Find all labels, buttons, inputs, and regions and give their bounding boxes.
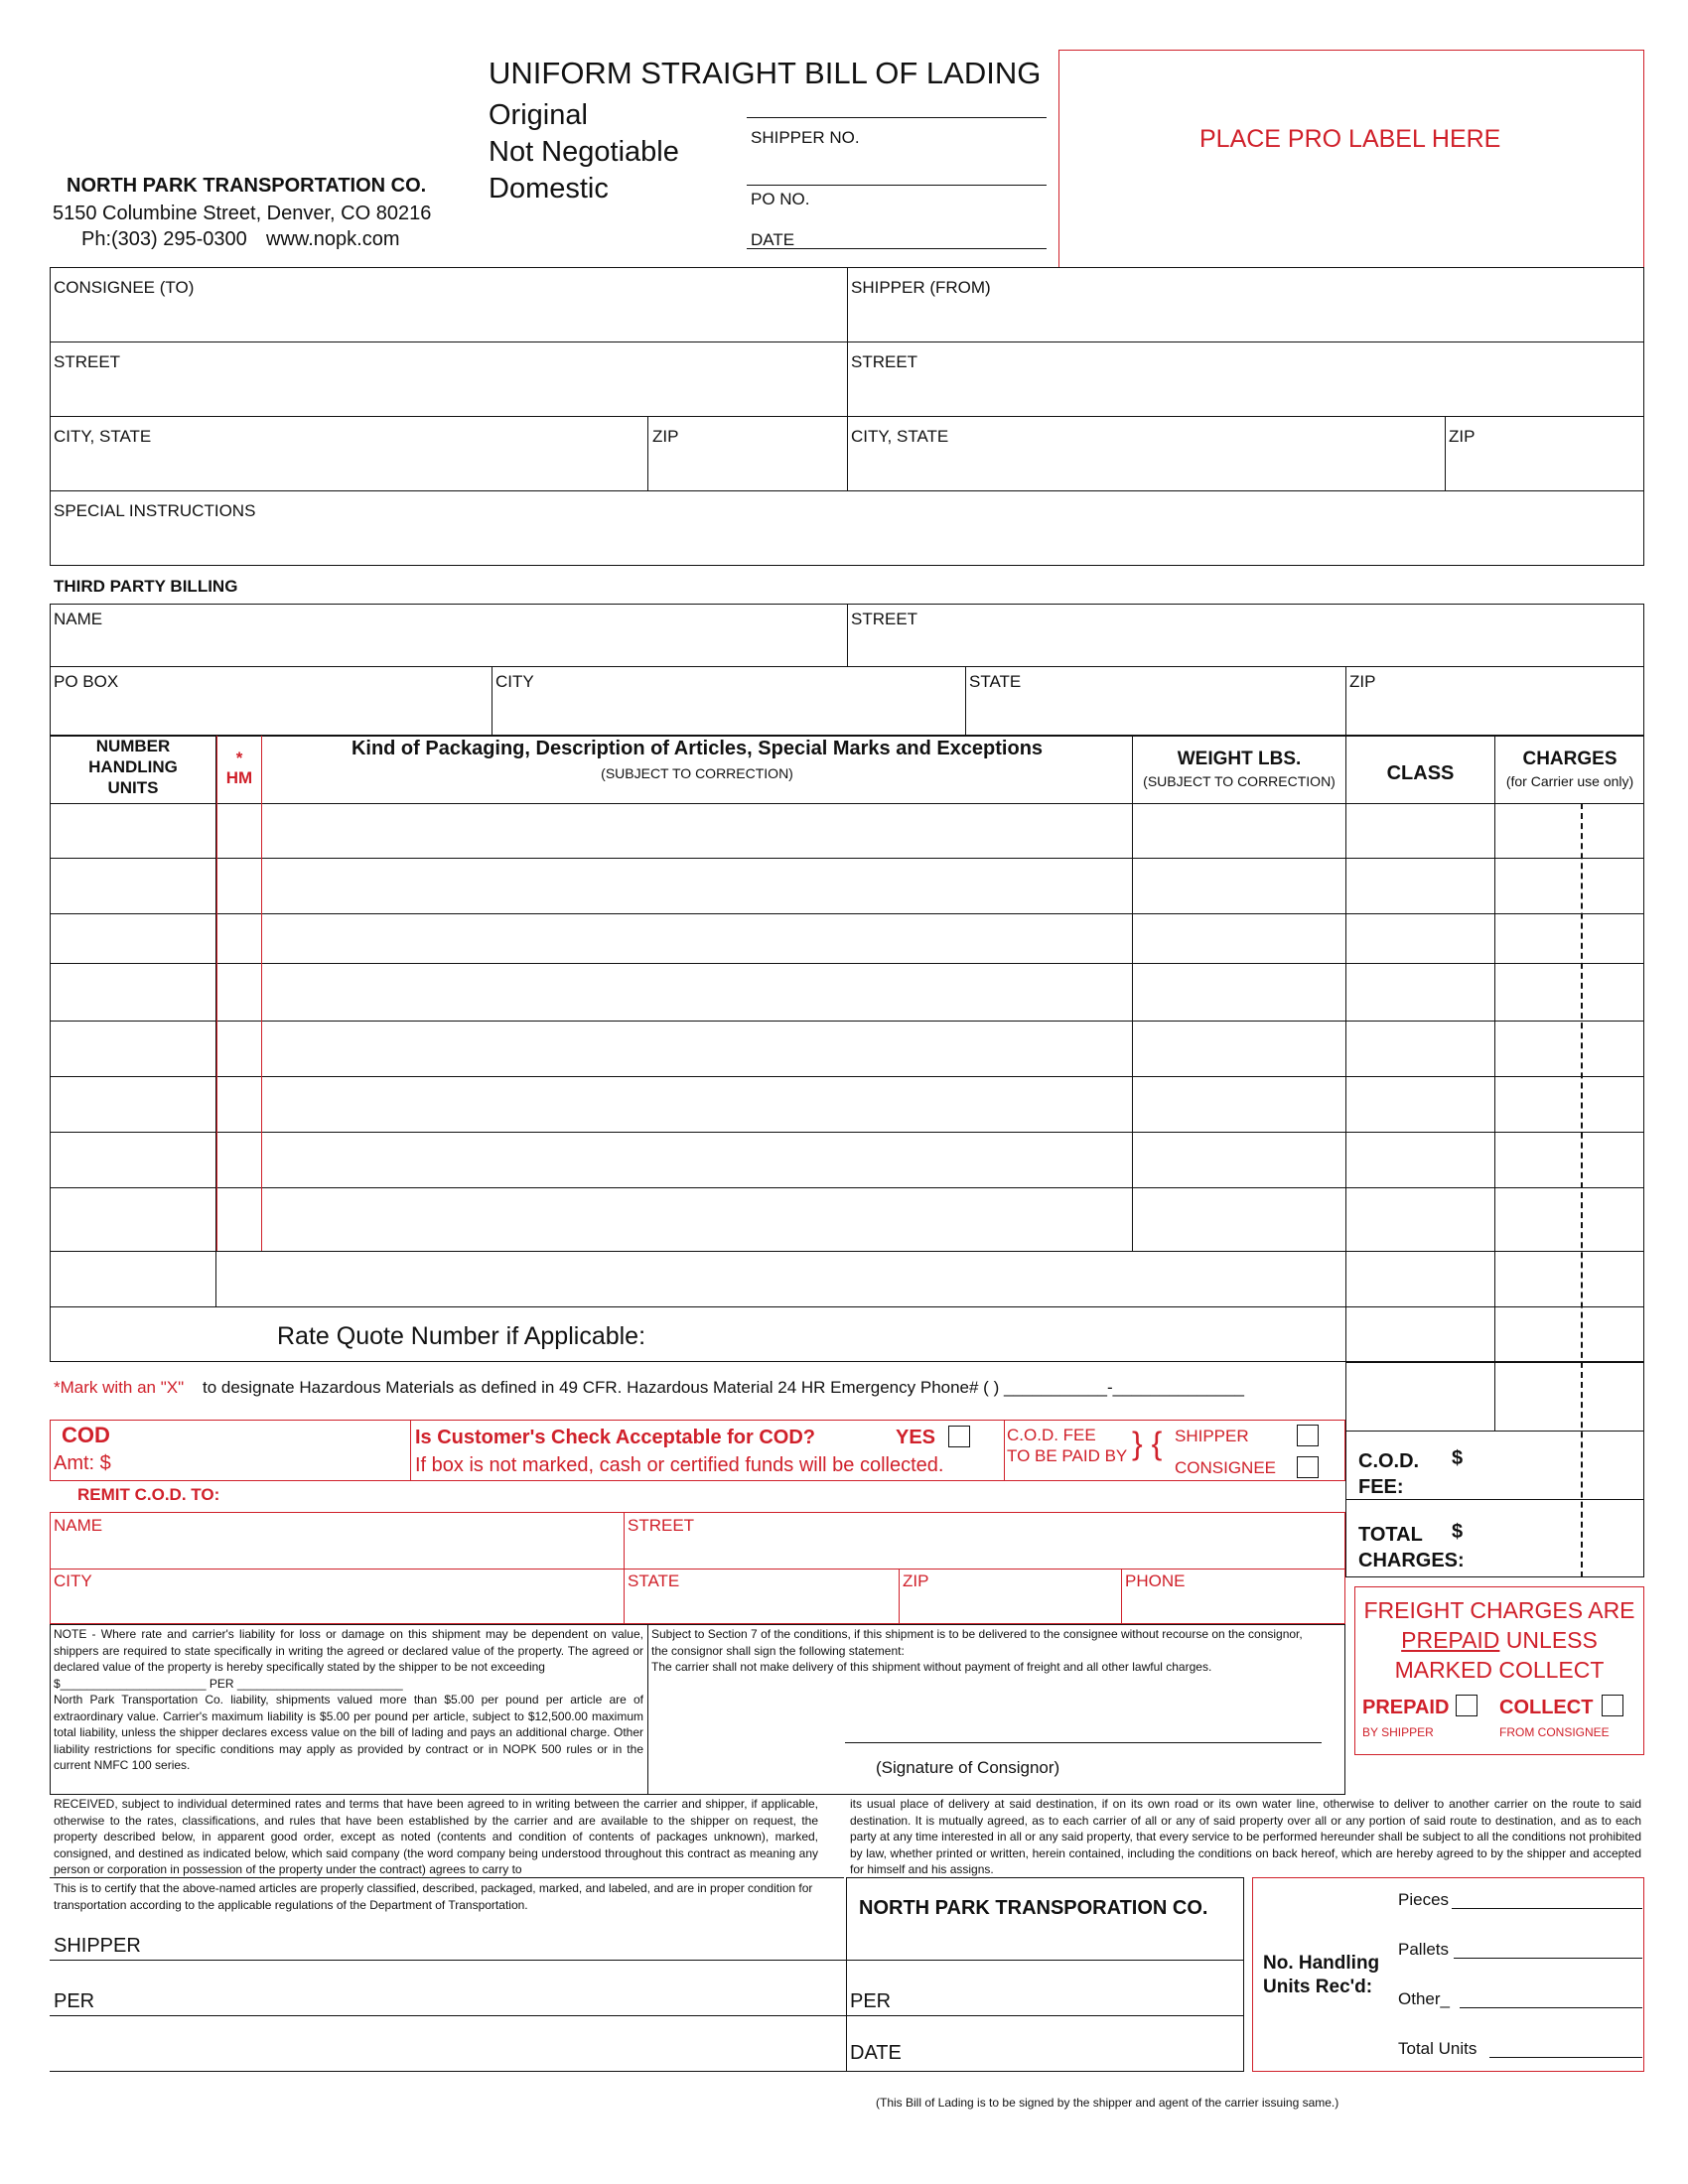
cod-title: COD: [62, 1423, 110, 1447]
pieces-label: Pieces: [1398, 1890, 1450, 1909]
cod-yes-label: YES: [896, 1427, 936, 1448]
cod-braces: } {: [1132, 1426, 1163, 1461]
original-label: Original: [489, 99, 588, 131]
section7-text: Subject to Section 7 of the conditions, if this shipment is to be delivered to the consignee without recourse on the consignor, the consignor shall sign the following statement: The carrier shall not make delivery of this shipment without payment of freight and all other lawful charges.: [651, 1627, 1303, 1674]
shipper-title: SHIPPER (FROM): [851, 278, 991, 297]
col-handling-units: NUMBER HANDLING UNITS: [88, 737, 178, 797]
consignee-city-state-label: CITY, STATE: [54, 427, 152, 446]
remit-cod-title: REMIT C.O.D. TO:: [77, 1485, 220, 1504]
company-address: 5150 Columbine Street, Denver, CO 80216: [53, 203, 432, 224]
company-name: NORTH PARK TRANSPORTATION CO.: [67, 175, 427, 197]
received-terms-left: RECEIVED, subject to individual determined rates and terms that have been agreed to in writing between the carrier and shipper, if applicable, otherwise to the rates, classifications, and rules that have been established by the carrier and are available to the shipper on request, the property described below, in apparent good order, except as noted (contents and condition of contents of packages unknown), marked, consigned, and destined as indicated below, which said company (the word company being understood throughout this contract as meaning any person or corporation in possession of the property under the contract) agrees to carry to: [54, 1797, 818, 1876]
shipper-zip-label: ZIP: [1449, 427, 1476, 446]
cod-fee-paid-by: C.O.D. FEE TO BE PAID BY: [1007, 1426, 1128, 1465]
total-charges-label: TOTAL CHARGES:: [1358, 1524, 1465, 1571]
consignor-signature-line[interactable]: [845, 1742, 1322, 1743]
freight-charges-notice: FREIGHT CHARGES ARE PREPAID UNLESS MARKED COLLECT: [1363, 1597, 1635, 1683]
shipper-no-label: SHIPPER NO.: [751, 128, 860, 147]
cod-consignee-label: CONSIGNEE: [1175, 1458, 1277, 1477]
not-negotiable-label: Not Negotiable: [489, 136, 679, 168]
other-label: Other_: [1398, 1989, 1450, 2008]
value-note: NOTE - Where rate and carrier's liability for loss or damage on this shipment may be dependent on value, shippers are required to state specifically in writing the agreed or declared value of the property. The agreed or declared value of the property is hereby specifically stated by the shipper to be not exceeding $______________________ PER _________________________ North Park Transportation Co. liability, shipments valued more than $5.00 per pound per article are of extraordinary value. Carrier's maximum liability is $5.00 per pound per article, subject to $12,500.00 maximum total liability, unless the shipper declares excess value on the bill of lading and pays an additional charge. Other liability restrictions for specific conditions may apply as provided by contract or in NOPK 500 rules or in the current NMFC 100 series.: [54, 1627, 643, 1772]
pro-label-text: PLACE PRO LABEL HERE: [1199, 125, 1501, 153]
total-units-field[interactable]: [1489, 2057, 1642, 2058]
carrier-name: NORTH PARK TRANSPORATION CO.: [859, 1897, 1208, 1919]
third-party-state-label: STATE: [969, 672, 1022, 691]
col-hazmat: * HM: [225, 749, 253, 787]
collect-from-consignee: FROM CONSIGNEE: [1499, 1725, 1610, 1739]
collect-checkbox[interactable]: [1602, 1695, 1623, 1716]
pallets-field[interactable]: [1454, 1958, 1642, 1959]
prepaid-by-shipper: BY SHIPPER: [1362, 1725, 1434, 1739]
third-party-street-label: STREET: [851, 610, 918, 628]
shipper-city-state-label: CITY, STATE: [851, 427, 949, 446]
per-right-label: PER: [850, 1990, 892, 2012]
cod-amount-label: Amt: $: [54, 1452, 111, 1474]
form-title: UNIFORM STRAIGHT BILL OF LADING: [489, 56, 1042, 90]
company-website: www.nopk.com: [266, 228, 400, 250]
domestic-label: Domestic: [489, 173, 609, 205]
remit-zip-label: ZIP: [903, 1571, 929, 1590]
third-party-pobox-label: PO BOX: [54, 672, 119, 691]
pieces-field[interactable]: [1452, 1908, 1642, 1909]
total-units-label: Total Units: [1398, 2039, 1477, 2058]
per-left-label: PER: [54, 1990, 95, 2012]
consignor-signature-label: (Signature of Consignor): [876, 1758, 1060, 1777]
certify-text: This is to certify that the above-named articles are properly classified, described, packaged, marked, and labeled, and are in proper condition for transportation according to the applicable regulations of the Department of Transportation.: [54, 1881, 813, 1912]
pro-label-area: [1058, 50, 1644, 268]
consignee-street-label: STREET: [54, 352, 121, 371]
shipper-no-line-top: [747, 117, 1047, 118]
remit-city-label: CITY: [54, 1571, 92, 1590]
date-label: DATE: [751, 230, 795, 249]
items-table: [50, 736, 1644, 1362]
cod-consignee-checkbox[interactable]: [1297, 1456, 1319, 1478]
date-field[interactable]: [747, 248, 1047, 249]
cod-fee-dollar: $: [1452, 1447, 1464, 1469]
signature-date-label: DATE: [850, 2042, 902, 2064]
remit-name-label: NAME: [54, 1516, 103, 1535]
col-class: CLASS: [1386, 762, 1455, 784]
remit-phone-label: PHONE: [1125, 1571, 1186, 1590]
shipper-street-label: STREET: [851, 352, 918, 371]
po-no-line-top: [747, 185, 1047, 186]
remit-state-label: STATE: [628, 1571, 680, 1590]
received-terms-right: its usual place of delivery at said destination, if on its own road or its own water line, otherwise to deliver to another carrier on the route to said destination. It is mutually agreed, as to each carrier of all or any of said property over all or any portion of said route to destination, and as to each party at any time interested in all or any said property, that every service to be performed hereunder shall be subject to all the conditions not prohibited by law, whether printed or written, herein contained, including the conditions on back hereof, which are hereby agreed to by the shipper and accepted for himself and his assigns.: [850, 1797, 1641, 1876]
po-no-label: PO NO.: [751, 190, 810, 208]
footer-note: (This Bill of Lading is to be signed by the shipper and agent of the carrier issuing same.): [876, 2096, 1339, 2110]
shipper-signature-label: SHIPPER: [54, 1935, 141, 1957]
cod-notice: If box is not marked, cash or certified funds will be collected.: [415, 1454, 944, 1476]
other-field[interactable]: [1460, 2007, 1642, 2008]
hazmat-note-mark: *Mark with an "X": [54, 1378, 185, 1397]
rate-quote-label: Rate Quote Number if Applicable:: [277, 1322, 646, 1350]
handling-units-label: No. Handling Units Rec'd:: [1263, 1953, 1380, 1997]
cod-check-question: Is Customer's Check Acceptable for COD?: [415, 1427, 816, 1448]
total-dollar: $: [1452, 1521, 1464, 1543]
pallets-label: Pallets: [1398, 1940, 1450, 1959]
collect-label: COLLECT: [1499, 1697, 1594, 1718]
col-charges: CHARGES (for Carrier use only): [1505, 749, 1634, 789]
third-party-zip-label: ZIP: [1349, 672, 1376, 691]
cod-yes-checkbox[interactable]: [948, 1426, 970, 1447]
consignee-title: CONSIGNEE (TO): [54, 278, 195, 297]
hazmat-note-text: to designate Hazardous Materials as defined in 49 CFR. Hazardous Material 24 HR Emergency Phone# ( ) ___________-______________: [203, 1378, 1244, 1397]
consignee-zip-label: ZIP: [652, 427, 679, 446]
third-party-name-label: NAME: [54, 610, 103, 628]
prepaid-checkbox[interactable]: [1456, 1695, 1477, 1716]
company-phone: Ph:(303) 295-0300: [81, 228, 247, 250]
col-weight: WEIGHT LBS. (SUBJECT TO CORRECTION): [1143, 749, 1336, 789]
cod-fee-label: C.O.D. FEE:: [1358, 1450, 1420, 1498]
cod-shipper-checkbox[interactable]: [1297, 1425, 1319, 1446]
special-instructions-label: SPECIAL INSTRUCTIONS: [54, 501, 256, 520]
cod-shipper-label: SHIPPER: [1175, 1427, 1249, 1445]
col-description: Kind of Packaging, Description of Articles, Special Marks and Exceptions (SUBJECT TO CORRECTION): [351, 738, 1044, 781]
prepaid-label: PREPAID: [1362, 1697, 1450, 1718]
remit-street-label: STREET: [628, 1516, 695, 1535]
third-party-title: THIRD PARTY BILLING: [54, 577, 238, 596]
third-party-city-label: CITY: [495, 672, 534, 691]
